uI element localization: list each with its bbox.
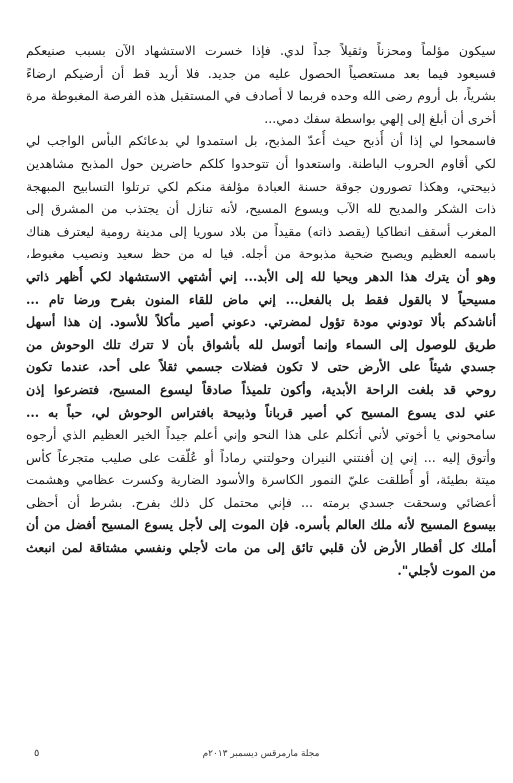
text-line: أملك كل أقطار الأرض لأن قلبي تائق إلى من مات لأجلي ونفسي مشتاقة لمن انبعث xyxy=(26,540,496,556)
text-line: من الموت لأجلي". xyxy=(397,562,496,578)
text-line: عني لدى يسوع المسيح كي أصير قرباناً وذبيحة بافتراس الوحوش لي، حباً به ... xyxy=(26,404,496,420)
page-number: ٥ xyxy=(34,748,40,759)
page-footer xyxy=(26,745,496,763)
text-line: فاسمحوا لي إذا أن أُذبح حيث أُعدّ المذبح، بل استمدوا لي بدعائكم البأس الواجب لي xyxy=(26,133,496,149)
text-line: روحي قد بلغت الراحة الأبدية، وأكون تلميذاً صادقاً ليسوع المسيح، فتضرعوا إذن xyxy=(26,381,496,397)
text-line: سامحوني يا أخوتي لأني أتكلم على هذا النحو وإني أعلم جيداً الخير العظيم الذي أرجوه xyxy=(26,427,496,443)
text-line: وأتوق إليه ... إني إن أفنتني النيران وحولتني رماداً أو عُلّقت على صليب متجرعاً كأس xyxy=(26,449,496,465)
text-line: مسيحياً لا بالقول فقط بل بالفعل... إني ماض للقاء المنون بفرح ورضا تام ... xyxy=(26,291,496,307)
text-line: بيسوع المسيح لأنه ملك العالم بأسره. فإن الموت إلى لأجل يسوع المسيح أفضل من أن xyxy=(26,517,496,533)
text-line: ميتة بطيئة، أو أُطلقت عليّ النمور الكاسرة والأسود الضارية وكسرت عظامي وهشمت xyxy=(26,472,496,488)
text-line: باسمه العظيم ويصبح ضحية مذبوحة من أجله. فيا له من حظ سعيد ونصيب مغبوط، xyxy=(26,246,496,262)
text-line: لكي أقاوم الحروب الباطنة. واستعدوا أن تتوحدوا كلكم حاضرين حول المذبح مشاهدين xyxy=(26,155,496,171)
text-line: بشرياً، بل أروم رضى الله وحده فربما لا أصادف في المستقبل هذه الفرصة المغبوطة مرة xyxy=(26,88,496,104)
text-line: سيكون مؤلماً ومحزناً وثقيلاً جداً لدي. فإذا خسرت الاستشهاد الآن بسبب صنيعكم xyxy=(26,43,496,58)
text-line: المغرب أسقف انطاكيا (يقصد ذاته) مقيداً من بلاد سوريا إلى مدينة رومية ليعترف هناك xyxy=(26,223,496,239)
text-line: أخرى أن أبلغ إلى إلهي بواسطة سفك دمي... xyxy=(264,110,496,126)
text-line: أناشدكم بألا تودوني مودة تؤول لمضرتي. دعوني أصير مأكلاً للأسود. إن هذا أسهل xyxy=(26,314,496,330)
text-line: ذبيحتي، وهكذا تصورون جوقة حسنة العبادة مؤلفة منكم لكي ترتلوا التسابيح المبهجة xyxy=(26,178,496,194)
text-line: فسيعود فيما بعد مستعصياً الحصول عليه من جديد. فلا أريد قط أن أرضيكم ارضاءً xyxy=(26,65,496,81)
text-line: أعضائي وسحقت جسدي برمته ... فإني محتمل كل ذلك بفرح. بشرط أن أحظى xyxy=(26,494,496,510)
text-line: ذات الشكر والمديح لله الآب ويسوع المسيح، لأنه تنازل أن يجتذب من المشرق إلى xyxy=(26,201,496,217)
footer-title: مجلة مارمرقس ديسمبر ٢٠١٣م xyxy=(202,749,320,759)
text-line: طريق للوصول إلى السماء وإنما أتوسل لله بأشواق بأن لا تترك تلك الوحوش من xyxy=(26,336,496,352)
body-text xyxy=(26,40,496,582)
text-line: وهو أن يترك هذا الدهر ويحيا لله إلى الأبد... إني أشتهي الاستشهاد لكي أُظهر ذاتي xyxy=(26,268,496,284)
text-line: جسدي شيئاً على الأرض حتى لا تكون فضلات جسمي ثقلاً على أحد، عندما تكون xyxy=(26,359,496,375)
